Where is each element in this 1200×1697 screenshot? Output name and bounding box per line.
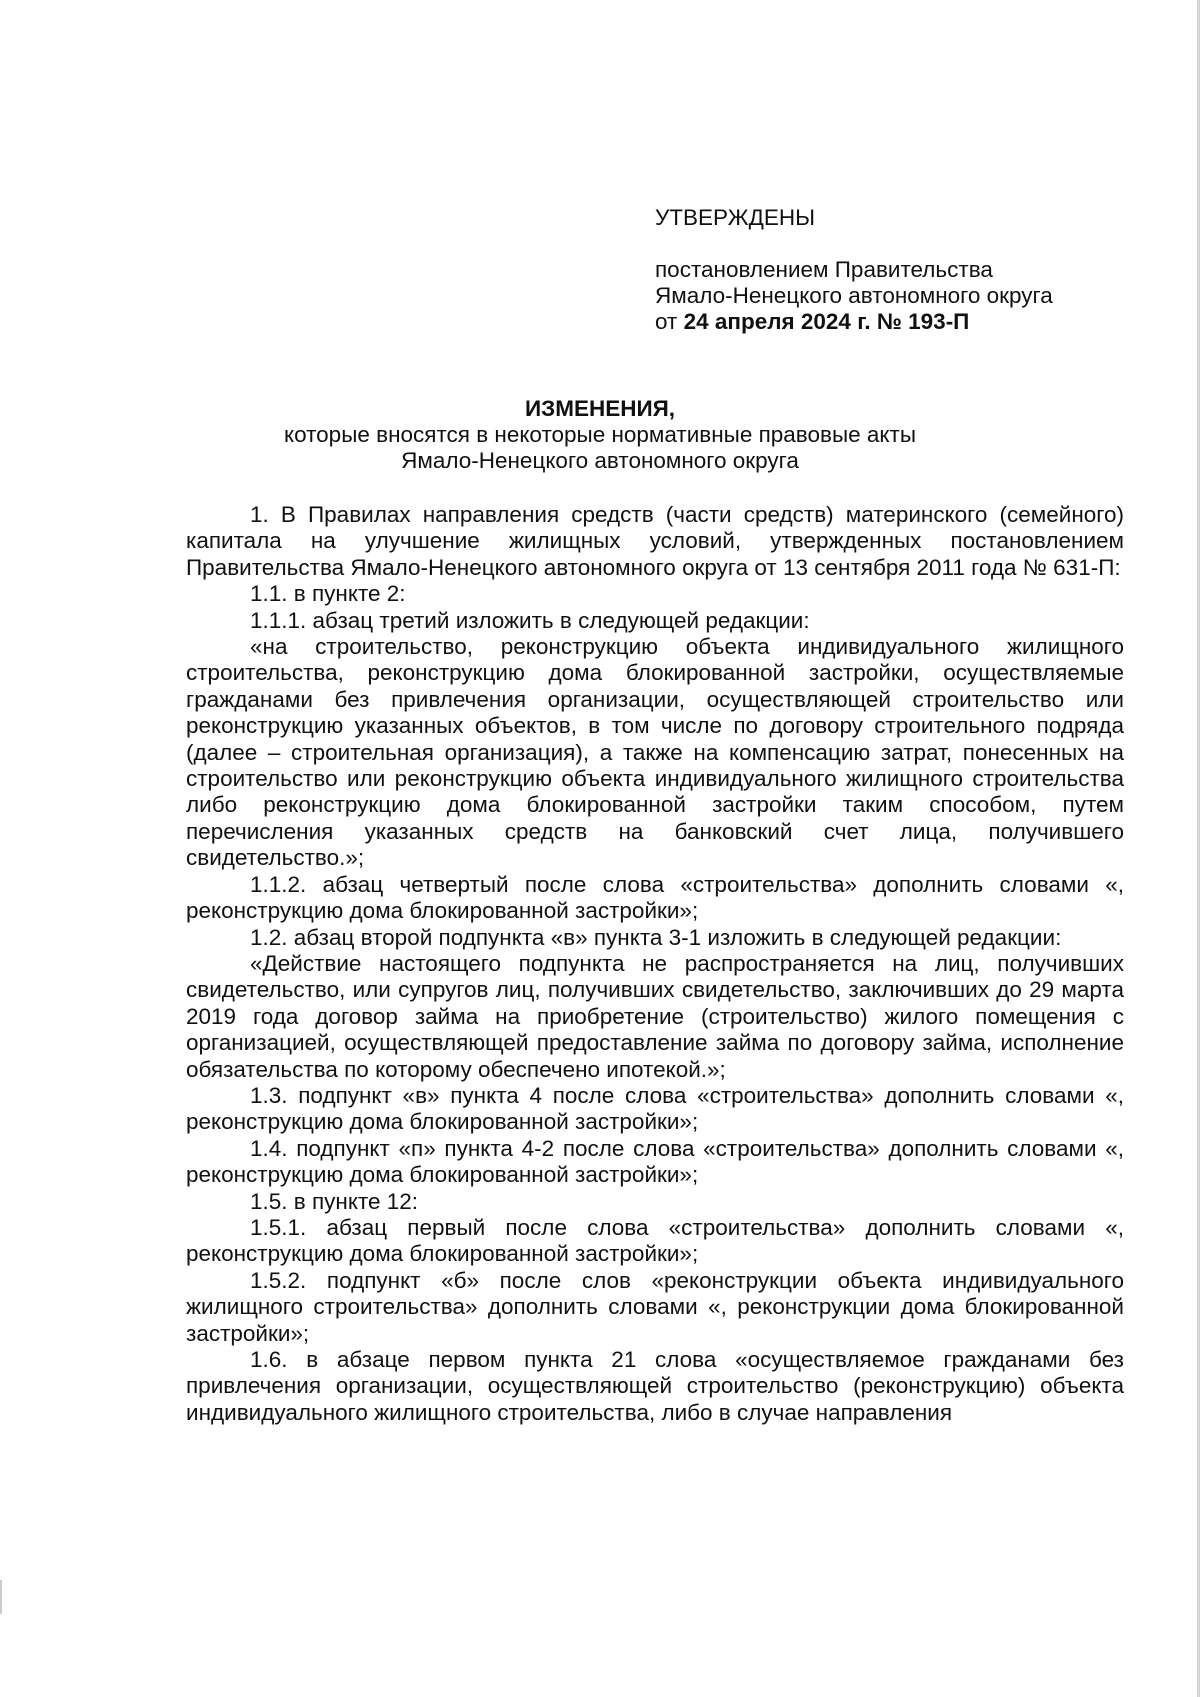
paragraph: 1.5. в пункте 12: xyxy=(250,1188,419,1214)
document-header xyxy=(0,396,1200,474)
paragraph: 1.1.1. абзац третий изложить в следующей редакции: xyxy=(250,607,810,633)
paragraph: «Действие настоящего подпункта не распространяется на лиц, получивших свидетельство, или супругов лиц, получивших свидетельство, заключивших до 29 марта 2019 года договор займа на приобретение (строительство) жилого помещения с организацией, осуществляющей предоставление займа по договору займа, исполнение обязательства по которому обеспечено ипотекой.»; xyxy=(186,950,1124,1082)
approval-date-prefix: от xyxy=(655,309,684,334)
paragraph: 1. В Правилах направления средств (части средств) материнского (семейного) капитала на улучшение жилищных условий, утвержденных постановлением Правительства Ямало-Ненецкого автономного округа от 13 сентября 2011 года № 631-П: xyxy=(186,502,1124,580)
paragraph: 1.5.2. подпункт «б» после слов «реконструкции объекта индивидуального жилищного строительства» дополнить словами «, реконструкции дома блокированной застройки»; xyxy=(186,1267,1124,1346)
document-subtitle-line-2: Ямало-Ненецкого автономного округа xyxy=(401,448,799,473)
paragraph: 1.2. абзац второй подпункта «в» пункта 3-1 изложить в следующей редакции: xyxy=(250,924,1062,950)
document-title: ИЗМЕНЕНИЯ, xyxy=(524,396,676,421)
paragraph: 1.1. в пункте 2: xyxy=(250,581,406,607)
paragraph: 1.3. подпункт «в» пункта 4 после слова «строительства» дополнить словами «, реконструкцию дома блокированной застройки»; xyxy=(186,1082,1124,1135)
scan-mark xyxy=(0,1580,2,1614)
paragraph: 1.4. подпункт «п» пункта 4-2 после слова «строительства» дополнить словами «, реконструкцию дома блокированной застройки»; xyxy=(186,1135,1124,1188)
document-subtitle-line-1: которые вносятся в некоторые нормативные правовые акты xyxy=(284,422,916,447)
document-body xyxy=(186,502,1124,1426)
approval-heading: УТВЕРЖДЕНЫ xyxy=(655,205,815,230)
approval-line-1: постановлением Правительства xyxy=(655,257,993,282)
paragraph: 1.6. в абзаце первом пункта 21 слова «осуществляемое гражданами без привлечения организации, осуществляющей строительство (реконструкцию) объекта индивидуального жилищного строительства, либо в случае направления xyxy=(186,1347,1124,1425)
paragraph: 1.1.2. абзац четвертый после слова «строительства» дополнить словами «, реконструкцию дома блокированной застройки»; xyxy=(186,871,1124,924)
paragraph: 1.5.1. абзац первый после слова «строительства» дополнить словами «, реконструкцию дома блокированной застройки»; xyxy=(186,1214,1124,1267)
paragraph: «на строительство, реконструкцию объекта индивидуального жилищного строительства, реконструкцию дома блокированной застройки, осуществляемые гражданами без привлечения организации, осуществляющей строительство или реконструкцию указанных объектов, в том числе по договору строительного подряда (далее – строительная организация), а также на компенсацию затрат, понесенных на строительство или реконструкцию объекта индивидуального жилищного строительства либо реконструкцию дома блокированной застройки таким способом, путем перечисления указанных средств на банковский счет лица, получившего свидетельство.»; xyxy=(186,634,1124,871)
approval-line-2: Ямало-Ненецкого автономного округа xyxy=(655,283,1053,308)
approval-date-line xyxy=(655,309,1175,335)
approval-block xyxy=(655,205,1175,335)
approval-date: 24 апреля 2024 г. № 193-П xyxy=(683,309,970,334)
